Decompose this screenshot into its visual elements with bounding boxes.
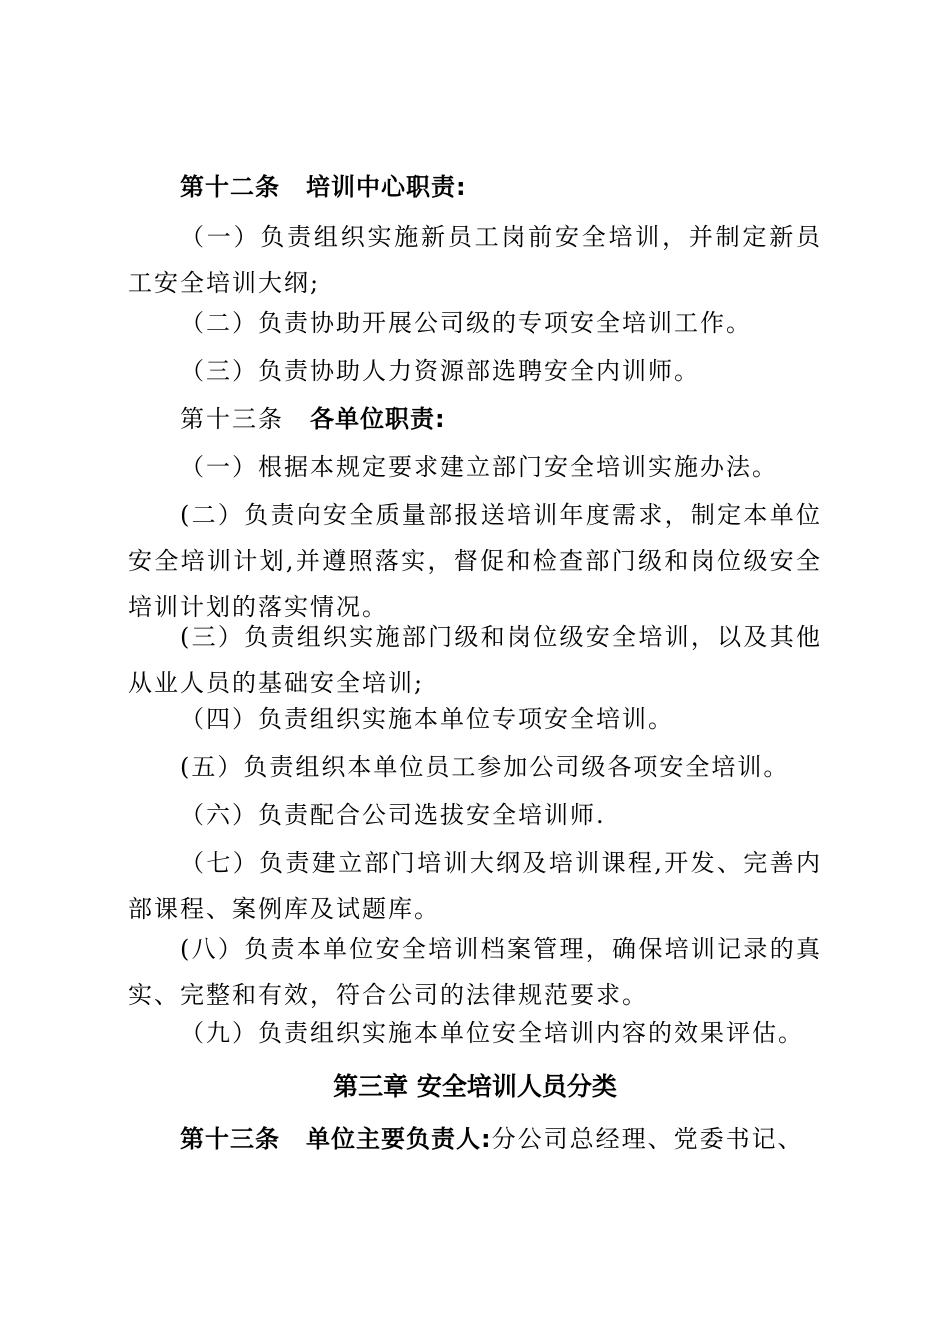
article-13-item-9: （九）负责组织实施本单位安全培训内容的效果评估。: [180, 1019, 804, 1047]
article-heading: 培训中心职责:: [306, 173, 467, 201]
article-12-heading: [128, 164, 822, 210]
article-13-item-5: (五）负责组织本单位员工参加公司级各项安全培训。: [180, 753, 790, 781]
article-12-item-1: （一）负责组织实施新员工岗前安全培训，并制定新员工安全培训大纲;: [128, 223, 822, 297]
article-12-item-3: （三）负责协助人力资源部选聘安全内训师。: [180, 357, 700, 385]
article-13-item-4: （四）负责组织实施本单位专项安全培训。: [180, 705, 674, 733]
article-13-item-1: （一）根据本规定要求建立部门安全培训实施办法。: [180, 453, 778, 481]
article-12-item-2: （二）负责协助开展公司级的专项安全培训工作。: [180, 309, 752, 337]
chapter-title: 第三章 安全培训人员分类: [333, 1072, 617, 1101]
article-text: 分公司总经理、党委书记、: [491, 1125, 804, 1153]
article-heading: 单位主要负责人:: [306, 1125, 492, 1153]
article-13-item-6: （六）负责配合公司选拔安全培训师.: [180, 801, 606, 829]
article-13-item-7: （七）负责建立部门培训大纲及培训课程,开发、完善内部课程、案例库及试题库。: [128, 849, 822, 923]
article-label: 第十二条: [180, 173, 280, 201]
article-label: 第十三条: [180, 1125, 280, 1153]
article-13b: [128, 1116, 822, 1162]
article-13-item-3: (三）负责组织实施部门级和岗位级安全培训，以及其他从业人员的基础安全培训;: [128, 623, 822, 697]
article-13-item-2: (二）负责向安全质量部报送培训年度需求，制定本单位安全培训计划,并遵照落实，督促和检查部门级和岗位级安全培训计划的落实情况。: [128, 501, 822, 621]
article-13-heading: [128, 396, 822, 442]
article-heading: 各单位职责:: [310, 405, 446, 433]
article-label: 第十三条: [180, 405, 284, 433]
article-13-item-8: (八）负责本单位安全培训档案管理，确保培训记录的真实、完整和有效，符合公司的法律规范要求。: [128, 935, 822, 1009]
